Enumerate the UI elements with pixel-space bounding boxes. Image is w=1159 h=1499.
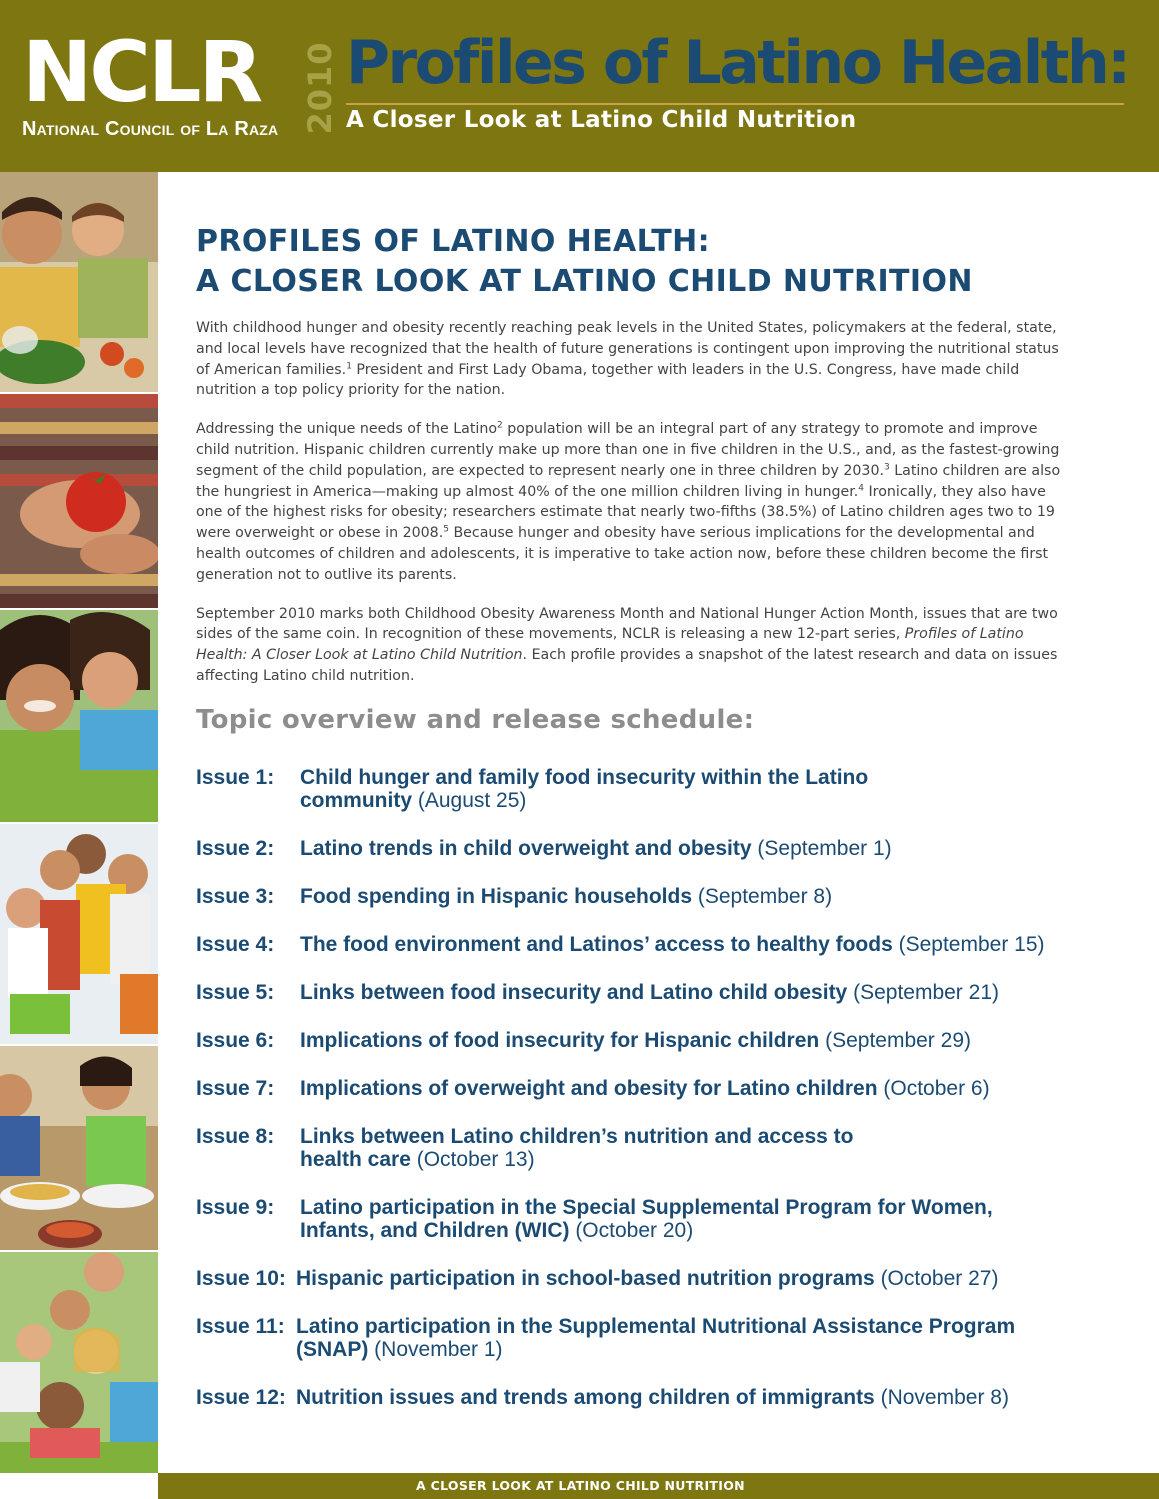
issue-topic: Links between food insecurity and Latino child obesity <box>300 981 848 1004</box>
header-band <box>0 0 1159 172</box>
issue-item <box>196 1029 1096 1052</box>
issue-topic: Latino trends in child overweight and obesity <box>300 837 752 860</box>
issue-topic: Implications of overweight and obesity for Latino children <box>300 1077 878 1100</box>
father-child-vegetables-photo <box>0 172 158 394</box>
intro-paragraph-2: Addressing the unique needs of the Latino$^2$ population will be an integral part of any strategy to promote and improve child nutrition. Hispanic children currently make up more than one in five children in the U.S., and, as the fastest-growing segment of the child population, are expected to represent nearly one in three children by 2030.$^3$ Latino children are also the hungriest in America—making up almost 40% of the one million children living in hunger.$^4$ Ironically, they also have one of the highest risks for obesity; researchers estimate that nearly two-fifths (38.5%) of Latino children ages two to 19 were overweight or obese in 2008.$^5$ Because hunger and obesity have serious implications for the developmental and health outcomes of children and adolescents, it is imperative to take action now, before these children become the first generation not to outlive its parents. <box>196 420 1061 583</box>
header-title: Profiles of Latino Health: <box>346 28 1129 98</box>
mother-daughter-photo <box>0 610 158 824</box>
issue-topic: Links between Latino children’s nutrition and access to health care <box>300 1125 854 1171</box>
issue-topic: Latino participation in the Supplemental Nutritional Assistance Program (SNAP) <box>296 1315 1016 1361</box>
issue-date: (September 15) <box>892 933 1045 956</box>
issue-number: Issue 3: <box>196 885 275 908</box>
logo-mark: NCLR <box>22 23 261 121</box>
issue-number: Issue 8: <box>196 1125 275 1148</box>
issue-date: (September 29) <box>819 1029 971 1052</box>
issue-number: Issue 2: <box>196 837 275 860</box>
issue-item <box>196 1125 896 1171</box>
issue-number: Issue 9: <box>196 1196 275 1219</box>
issue-list <box>196 766 1096 1434</box>
issue-date: (October 6) <box>877 1077 990 1100</box>
intro-paragraph-1: With childhood hunger and obesity recently reaching peak levels in the United States, policymakers at the federal, state, and local levels have recognized that the health of future generations is contingent upon improving the nutritional status of American families.$^1$ President and First Lady Obama, together with leaders in the U.S. Congress, have made child nutrition a top policy priority for the nation. <box>196 320 1059 399</box>
issue-topic: Latino participation in the Special Supplemental Program for Women, Infants, and Children (WIC) <box>300 1196 993 1242</box>
issue-item <box>196 1386 1096 1409</box>
issue-item <box>196 1196 1036 1242</box>
issue-date: (October 27) <box>874 1267 999 1290</box>
main-content <box>196 222 1066 735</box>
issue-topic: Hispanic participation in school-based nutrition programs <box>296 1267 875 1290</box>
issue-topic: The food environment and Latinos’ access to healthy foods <box>300 933 893 956</box>
issue-date: (September 8) <box>692 885 833 908</box>
issue-date: (November 8) <box>874 1386 1009 1409</box>
issue-item <box>196 1315 1056 1361</box>
issue-number: Issue 11: <box>196 1315 285 1338</box>
header-subtitle: A Closer Look at Latino Child Nutrition <box>346 107 857 133</box>
issue-number: Issue 4: <box>196 933 275 956</box>
issue-number: Issue 10: <box>196 1267 286 1290</box>
issue-topic: Food spending in Hispanic households <box>300 885 693 908</box>
topic-heading: Topic overview and release schedule: <box>196 704 755 735</box>
intro-paragraph-3: September 2010 marks both Childhood Obesity Awareness Month and National Hunger Action Month, issues that are two sides of the same coin. In recognition of these movements, NCLR is releasing a new 12-part series, Profiles of Latino Health: A Closer Look at Latino Child Nutrition. Each profile provides a snapshot of the latest research and data on issues affecting Latino child nutrition. <box>196 605 1058 684</box>
issue-topic: Nutrition issues and trends among children of immigrants <box>296 1386 875 1409</box>
issue-item <box>196 933 1096 956</box>
children-group-photo <box>0 1252 158 1473</box>
issue-item <box>196 885 1096 908</box>
issue-topic: Child hunger and family food insecurity within the Latino community <box>300 766 869 812</box>
document-title <box>196 222 1066 302</box>
issue-item <box>196 766 916 812</box>
family-group-photo <box>0 824 158 1046</box>
logo-subtitle: National Council of La Raza <box>22 118 279 140</box>
issue-date: (October 13) <box>410 1148 535 1171</box>
hands-tomato-photo <box>0 394 158 610</box>
issue-item <box>196 1077 1096 1100</box>
header-divider <box>346 103 1124 105</box>
title-line-2: A CLOSER LOOK AT LATINO CHILD NUTRITION <box>196 264 973 299</box>
issue-number: Issue 12: <box>196 1386 286 1409</box>
footer-band <box>158 1473 1159 1499</box>
footer-text: A CLOSER LOOK AT LATINO CHILD NUTRITION <box>416 1478 745 1493</box>
issue-date: (August 25) <box>412 789 527 812</box>
issue-number: Issue 6: <box>196 1029 275 1052</box>
issue-item <box>196 837 1096 860</box>
issue-item <box>196 1267 1096 1290</box>
issue-number: Issue 7: <box>196 1077 275 1100</box>
issue-date: (November 1) <box>368 1338 503 1361</box>
photo-strip <box>0 172 158 1473</box>
issue-number: Issue 1: <box>196 766 275 789</box>
issue-number: Issue 5: <box>196 981 275 1004</box>
year-label: 2010 <box>301 41 339 135</box>
intro-paragraphs <box>196 318 1066 687</box>
family-meal-photo <box>0 1046 158 1252</box>
issue-date: (September 21) <box>847 981 999 1004</box>
nclr-logo[interactable] <box>22 23 279 141</box>
issue-date: (September 1) <box>751 837 892 860</box>
issue-topic: Implications of food insecurity for Hispanic children <box>300 1029 820 1052</box>
issue-item <box>196 981 1096 1004</box>
title-line-1: PROFILES OF LATINO HEALTH: <box>196 224 710 259</box>
issue-date: (October 20) <box>569 1219 694 1242</box>
